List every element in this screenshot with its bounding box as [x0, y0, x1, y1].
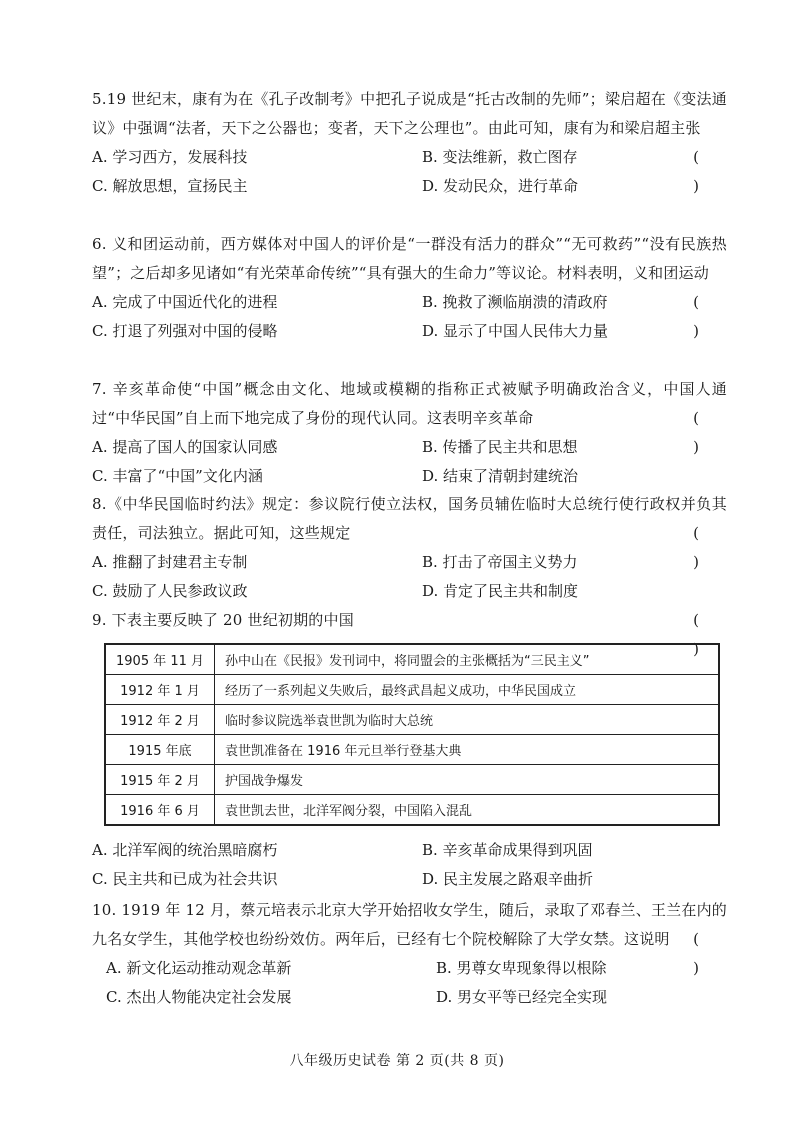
question-6: [92, 230, 727, 346]
option-b: B. 传播了民主共和思想: [422, 438, 578, 456]
option-a: A. 北洋军阀的统治黑暗腐朽: [92, 841, 278, 859]
options: [92, 548, 679, 606]
event-text: 孙中山在《民报》发刊词中，将同盟会的主张概括为“三民主义”: [215, 644, 719, 675]
option-a: A. 新文化运动推动观念革新: [106, 959, 292, 977]
event-date: 1912 年 2 月: [105, 705, 215, 735]
events-table: [104, 643, 720, 826]
question-5: [92, 85, 727, 201]
table-row: [105, 795, 719, 826]
event-text: 袁世凯去世，北洋军阀分裂，中国陷入混乱: [215, 795, 719, 826]
table-row: [105, 735, 719, 765]
option-b: B. 变法维新，救亡图存: [422, 148, 578, 166]
option-d: D. 结束了清朝封建统治: [422, 467, 579, 485]
event-date: 1905 年 11 月: [105, 644, 215, 675]
question-7: [92, 375, 727, 491]
option-c: C. 杰出人物能决定社会发展: [106, 988, 292, 1006]
question-8: [92, 490, 727, 606]
option-d: D. 民主发展之路艰辛曲折: [422, 870, 594, 888]
event-text: 经历了一系列起义失败后，最终武昌起义成功，中华民国成立: [215, 675, 719, 705]
option-b: B. 打击了帝国主义势力: [422, 553, 578, 571]
page-footer: 八年级历史试卷 第 2 页(共 8 页): [289, 1053, 505, 1069]
table-row: [105, 644, 719, 675]
option-d: D. 肯定了民主共和制度: [422, 582, 579, 600]
option-a: A. 推翻了封建君主专制: [92, 553, 248, 571]
question-stem: 7. 辛亥革命使“中国”概念由文化、地域或模糊的指称正式被赋予明确政治含义，中国人通过“中华民国”自上而下地完成了身份的现代认同。这表明辛亥革命 ( ): [92, 375, 727, 433]
answer-bracket: ( ): [693, 148, 713, 195]
event-text: 临时参议院选举袁世凯为临时大总统: [215, 705, 719, 735]
event-text: 护国战争爆发: [215, 765, 719, 795]
event-date: 1915 年 2 月: [105, 765, 215, 795]
option-a: A. 学习西方，发展科技: [92, 148, 248, 166]
option-a: A. 完成了中国近代化的进程: [92, 293, 278, 311]
event-date: 1916 年 6 月: [105, 795, 215, 826]
options: [92, 288, 679, 346]
question-9-options: [92, 836, 727, 894]
option-a: A. 提高了国人的国家认同感: [92, 438, 278, 456]
option-c: C. 鼓励了人民参政议政: [92, 582, 248, 600]
option-c: C. 民主共和已成为社会共识: [92, 870, 278, 888]
table-row: [105, 765, 719, 795]
option-b: B. 男尊女卑现象得以根除: [436, 959, 607, 977]
options: [92, 143, 679, 201]
option-c: C. 打退了列强对中国的侵略: [92, 322, 278, 340]
option-c: C. 丰富了“中国”文化内涵: [92, 467, 263, 485]
option-d: D. 男女平等已经完全实现: [436, 988, 608, 1006]
options: [92, 433, 679, 491]
answer-bracket: ( ): [693, 293, 713, 340]
option-b: B. 辛亥革命成果得到巩固: [422, 841, 593, 859]
table-row: [105, 675, 719, 705]
question-stem: 6. 义和团运动前，西方媒体对中国人的评价是“一群没有活力的群众”“无可救药”“没有民族热望”；之后却多见诸如“有光荣革命传统”“具有强大的生命力”等议论。材料表明，义和团运动 ( ): [92, 230, 727, 288]
question-stem: 5.19 世纪末，康有为在《孔子改制考》中把孔子说成是“托古改制的先师”；梁启超在《变法通议》中强调“法者，天下之公器也；变者，天下之公理也”。由此可知，康有为和梁启超主张 ( ): [92, 85, 727, 143]
option-c: C. 解放思想，宣扬民主: [92, 177, 248, 195]
answer-bracket: ( ): [693, 930, 713, 977]
event-date: 1912 年 1 月: [105, 675, 215, 705]
table-row: [105, 705, 719, 735]
question-10: [92, 896, 727, 1012]
answer-bracket: ( ): [693, 524, 713, 571]
question-stem: 8.《中华民国临时约法》规定：参议院行使立法权，国务员辅佐临时大总统行使行政权并负其责任，司法独立。据此可知，这些规定 ( ): [92, 490, 727, 548]
question-stem: 10. 1919 年 12 月，蔡元培表示北京大学开始招收女学生，随后，录取了邓春兰、王兰在内的九名女学生，其他学校也纷纷效仿。两年后，已经有七个院校解除了大学女禁。这说明 ( ): [92, 896, 727, 954]
option-d: D. 显示了中国人民伟大力量: [422, 322, 609, 340]
options: [106, 954, 679, 1012]
event-date: 1915 年底: [105, 735, 215, 765]
options: [92, 836, 727, 894]
answer-bracket: ( ): [693, 611, 713, 658]
option-b: B. 挽救了濒临崩溃的清政府: [422, 293, 608, 311]
event-text: 袁世凯准备在 1916 年元旦举行登基大典: [215, 735, 719, 765]
question-stem: 9. 下表主要反映了 20 世纪初期的中国 ( ): [92, 606, 727, 635]
answer-bracket: ( ): [693, 409, 713, 456]
option-d: D. 发动民众，进行革命: [422, 177, 579, 195]
